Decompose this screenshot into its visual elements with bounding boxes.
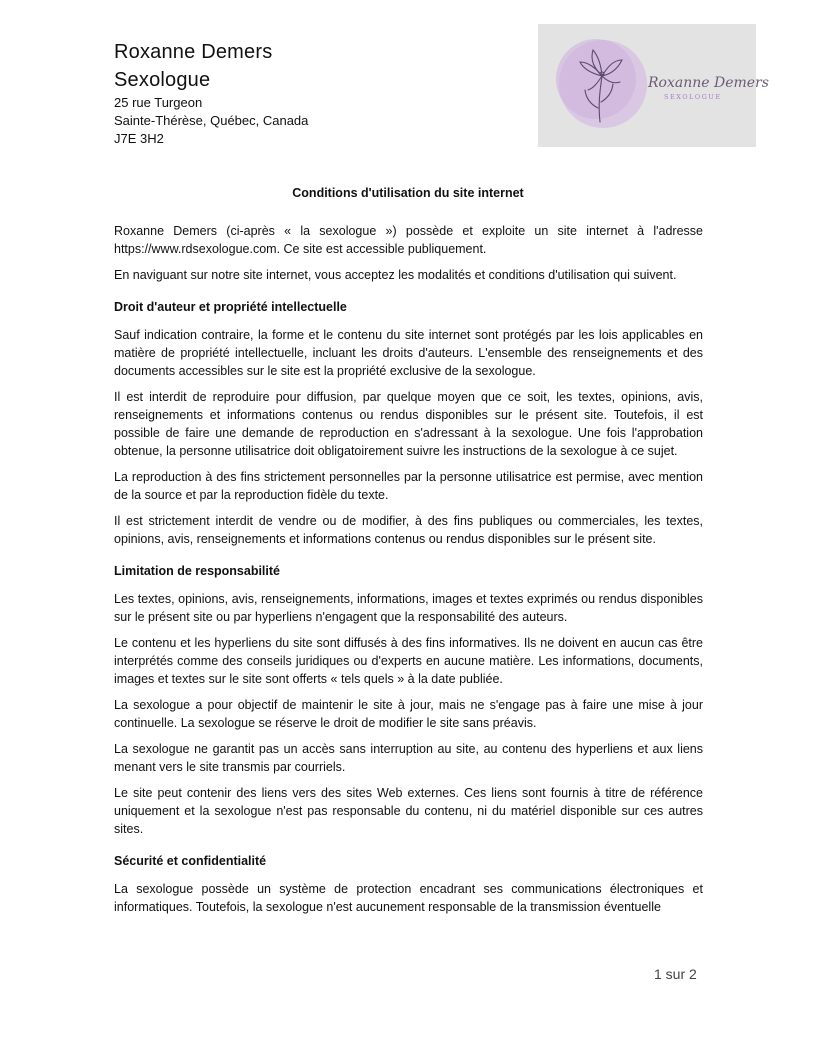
paragraph: La reproduction à des fins strictement personnelles par la personne utilisatrice est permise, avec mention de la source et par la reproduction fidèle du texte. — [114, 470, 703, 502]
logo-script-name: Roxanne Demers — [648, 75, 769, 91]
paragraph: Il est interdit de reproduire pour diffusion, par quelque moyen que ce soit, les textes, opinions, avis, renseignements et informations contenus ou rendus disponibles sur le présent site. Toutefois, il est possible de faire une demande de reproduction en s'adressant à la sexologue. Une fois l'approbation obtenue, la personne utilisatrice doit obligatoirement suivre les instructions de la sexologue à ce sujet. — [114, 390, 703, 458]
paragraph: Les textes, opinions, avis, renseignements, informations, images et textes exprimés ou rendus disponibles sur le présent site ou par hyperliens n'engagent que la responsabilité des auteurs. — [114, 592, 703, 624]
brand-logo — [538, 24, 769, 147]
section-heading-copyright: Droit d'auteur et propriété intellectuelle — [114, 300, 347, 314]
logo-subtitle: SEXOLOGUE — [664, 93, 722, 101]
paragraph: Le contenu et les hyperliens du site sont diffusés à des fins informatives. Ils ne doivent en aucun cas être interprétés comme des conseils juridiques ou d'experts en aucune matière. Les informations, documents, images et textes sur le site sont offerts « tels quels » à la date publiée. — [114, 636, 703, 686]
paragraph: Il est strictement interdit de vendre ou de modifier, à des fins publiques ou commerciales, les textes, opinions, avis, renseignements et informations contenus ou rendus disponibles sur le présent site. — [114, 514, 703, 546]
intro-paragraph-2: En naviguant sur notre site internet, vous acceptez les modalités et conditions d'utilisation qui suivent. — [114, 268, 677, 282]
section-heading-liability: Limitation de responsabilité — [114, 564, 280, 578]
author-name: Roxanne Demers — [114, 41, 273, 63]
paragraph: La sexologue a pour objectif de maintenir le site à jour, mais ne s'engage pas à faire une mise à jour continuelle. La sexologue se réserve le droit de modifier le site sans préavis. — [114, 698, 703, 730]
paragraph: Le site peut contenir des liens vers des sites Web externes. Ces liens sont fournis à titre de référence uniquement et la sexologue n'est pas responsable du contenu, ni du matériel disponible sur ces autres sites. — [114, 786, 703, 836]
page-number: 1 sur 2 — [654, 966, 697, 982]
document-body — [114, 222, 703, 924]
paragraph: La sexologue possède un système de protection encadrant ses communications électroniques et informatiques. Toutefois, la sexologue n'est aucunement responsable de la transmission éventuelle — [114, 882, 703, 914]
paragraph: Sauf indication contraire, la forme et le contenu du site internet sont protégés par les lois applicables en matière de propriété intellectuelle, incluant les droits d'auteurs. L'ensemble des renseignements et des documents accessibles sur le site est la propriété exclusive de la sexologue. — [114, 328, 703, 378]
address-street: 25 rue Turgeon — [114, 95, 203, 110]
author-title: Sexologue — [114, 69, 211, 91]
address-postal-code: J7E 3H2 — [114, 131, 164, 146]
address-city: Sainte-Thérèse, Québec, Canada — [114, 113, 309, 128]
intro-paragraph-1: Roxanne Demers (ci-après « la sexologue ») possède et exploite un site internet à l'adresse https://www.rdsexologue.com. Ce site est accessible publiquement. — [114, 224, 703, 256]
section-heading-security: Sécurité et confidentialité — [114, 854, 267, 868]
paragraph: La sexologue ne garantit pas un accès sans interruption au site, au contenu des hyperliens et aux liens menant vers le site transmis par courriels. — [114, 742, 703, 774]
document-title: Conditions d'utilisation du site internet — [292, 186, 524, 200]
